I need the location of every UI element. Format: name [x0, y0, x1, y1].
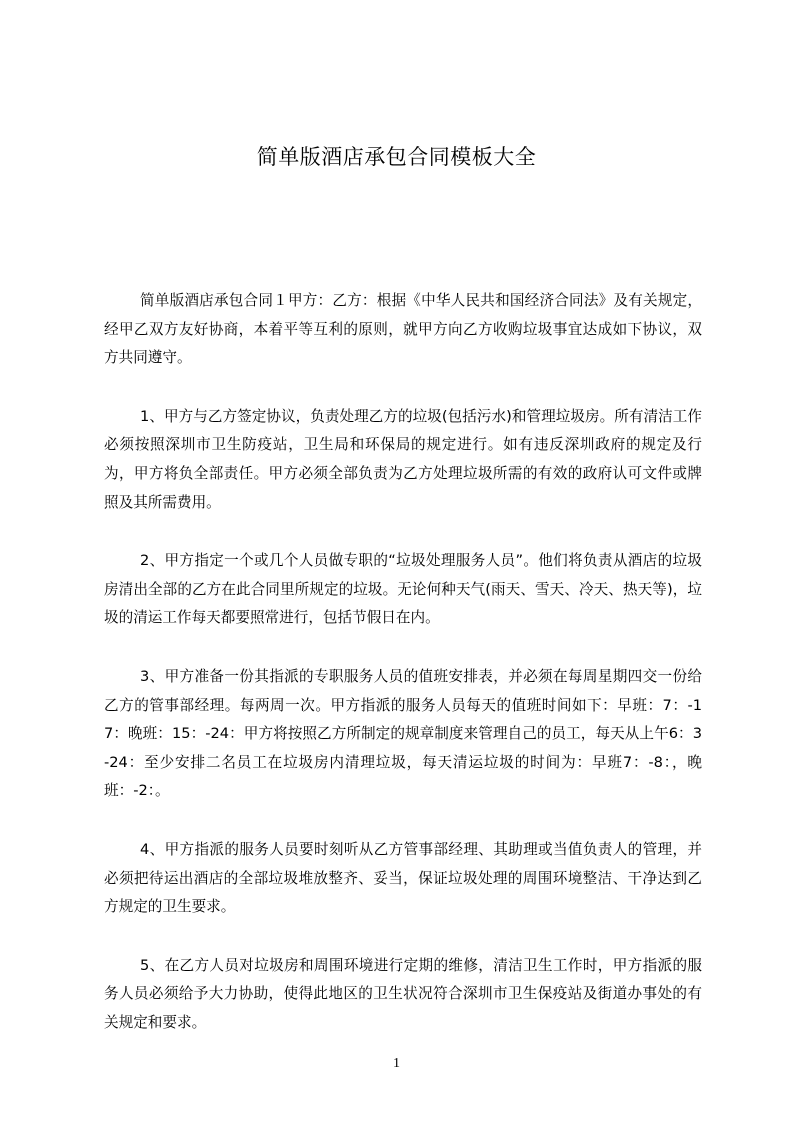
document-body [104, 287, 702, 1067]
paragraph-clause-5: 5、在乙方人员对垃圾房和周围环境进行定期的维修，清洁卫生工作时，甲方指派的服务人员必须给予大力协助，使得此地区的卫生状况符合深圳市卫生保疫站及街道办事处的有关规定和要求。 [104, 956, 702, 1031]
paragraph-clause-4: 4、甲方指派的服务人员要时刻听从乙方管事部经理、其助理或当值负责人的管理，并必须把待运出酒店的全部垃圾堆放整齐、妥当，保证垃圾处理的周围环境整洁、干净达到乙方规定的卫生要求。 [104, 840, 702, 916]
document-title: 简单版酒店承包合同模板大全 [256, 145, 537, 169]
paragraph-clause-1: 1、甲方与乙方签定协议，负责处理乙方的垃圾(包括污水)和管理垃圾房。所有清洁工作必须按照深圳市卫生防疫站，卫生局和环保局的规定进行。如有违反深圳政府的规定及行为，甲方将负全部责任。甲方必须全部负责为乙方处理垃圾所需的有效的政府认可文件或牌照及其所需费用。 [104, 407, 702, 511]
paragraph-intro: 简单版酒店承包合同１甲方：乙方：根据《中华人民共和国经济合同法》及有关规定，经甲乙双方友好协商，本着平等互利的原则，就甲方向乙方收购垃圾事宜达成如下协议，双方共同遵守。 [104, 292, 702, 367]
paragraph-clause-2: 2、甲方指定一个或几个人员做专职的“垃圾处理服务人员”。他们将负责从酒店的垃圾房清出全部的乙方在此合同里所规定的垃圾。无论何种天气(雨天、雪天、冷天、热天等)，垃圾的清运工作每天都要照常进行，包括节假日在内。 [104, 552, 702, 627]
paragraph-clause-3: 3、甲方准备一份其指派的专职服务人员的值班安排表，并必须在每周星期四交一份给乙方的管事部经理。每两周一次。甲方指派的服务人员每天的值班时间如下：早班：7：-17：晚班：15：-24：甲方将按照乙方所制定的规章制度来管理自己的员工，每天从上午6：3-24：至少安排二名员工在垃圾房内清理垃圾，每天清运垃圾的时间为：早班7：-8：，晚班：-2：。 [104, 667, 702, 800]
page-number: 1 [393, 1056, 400, 1071]
